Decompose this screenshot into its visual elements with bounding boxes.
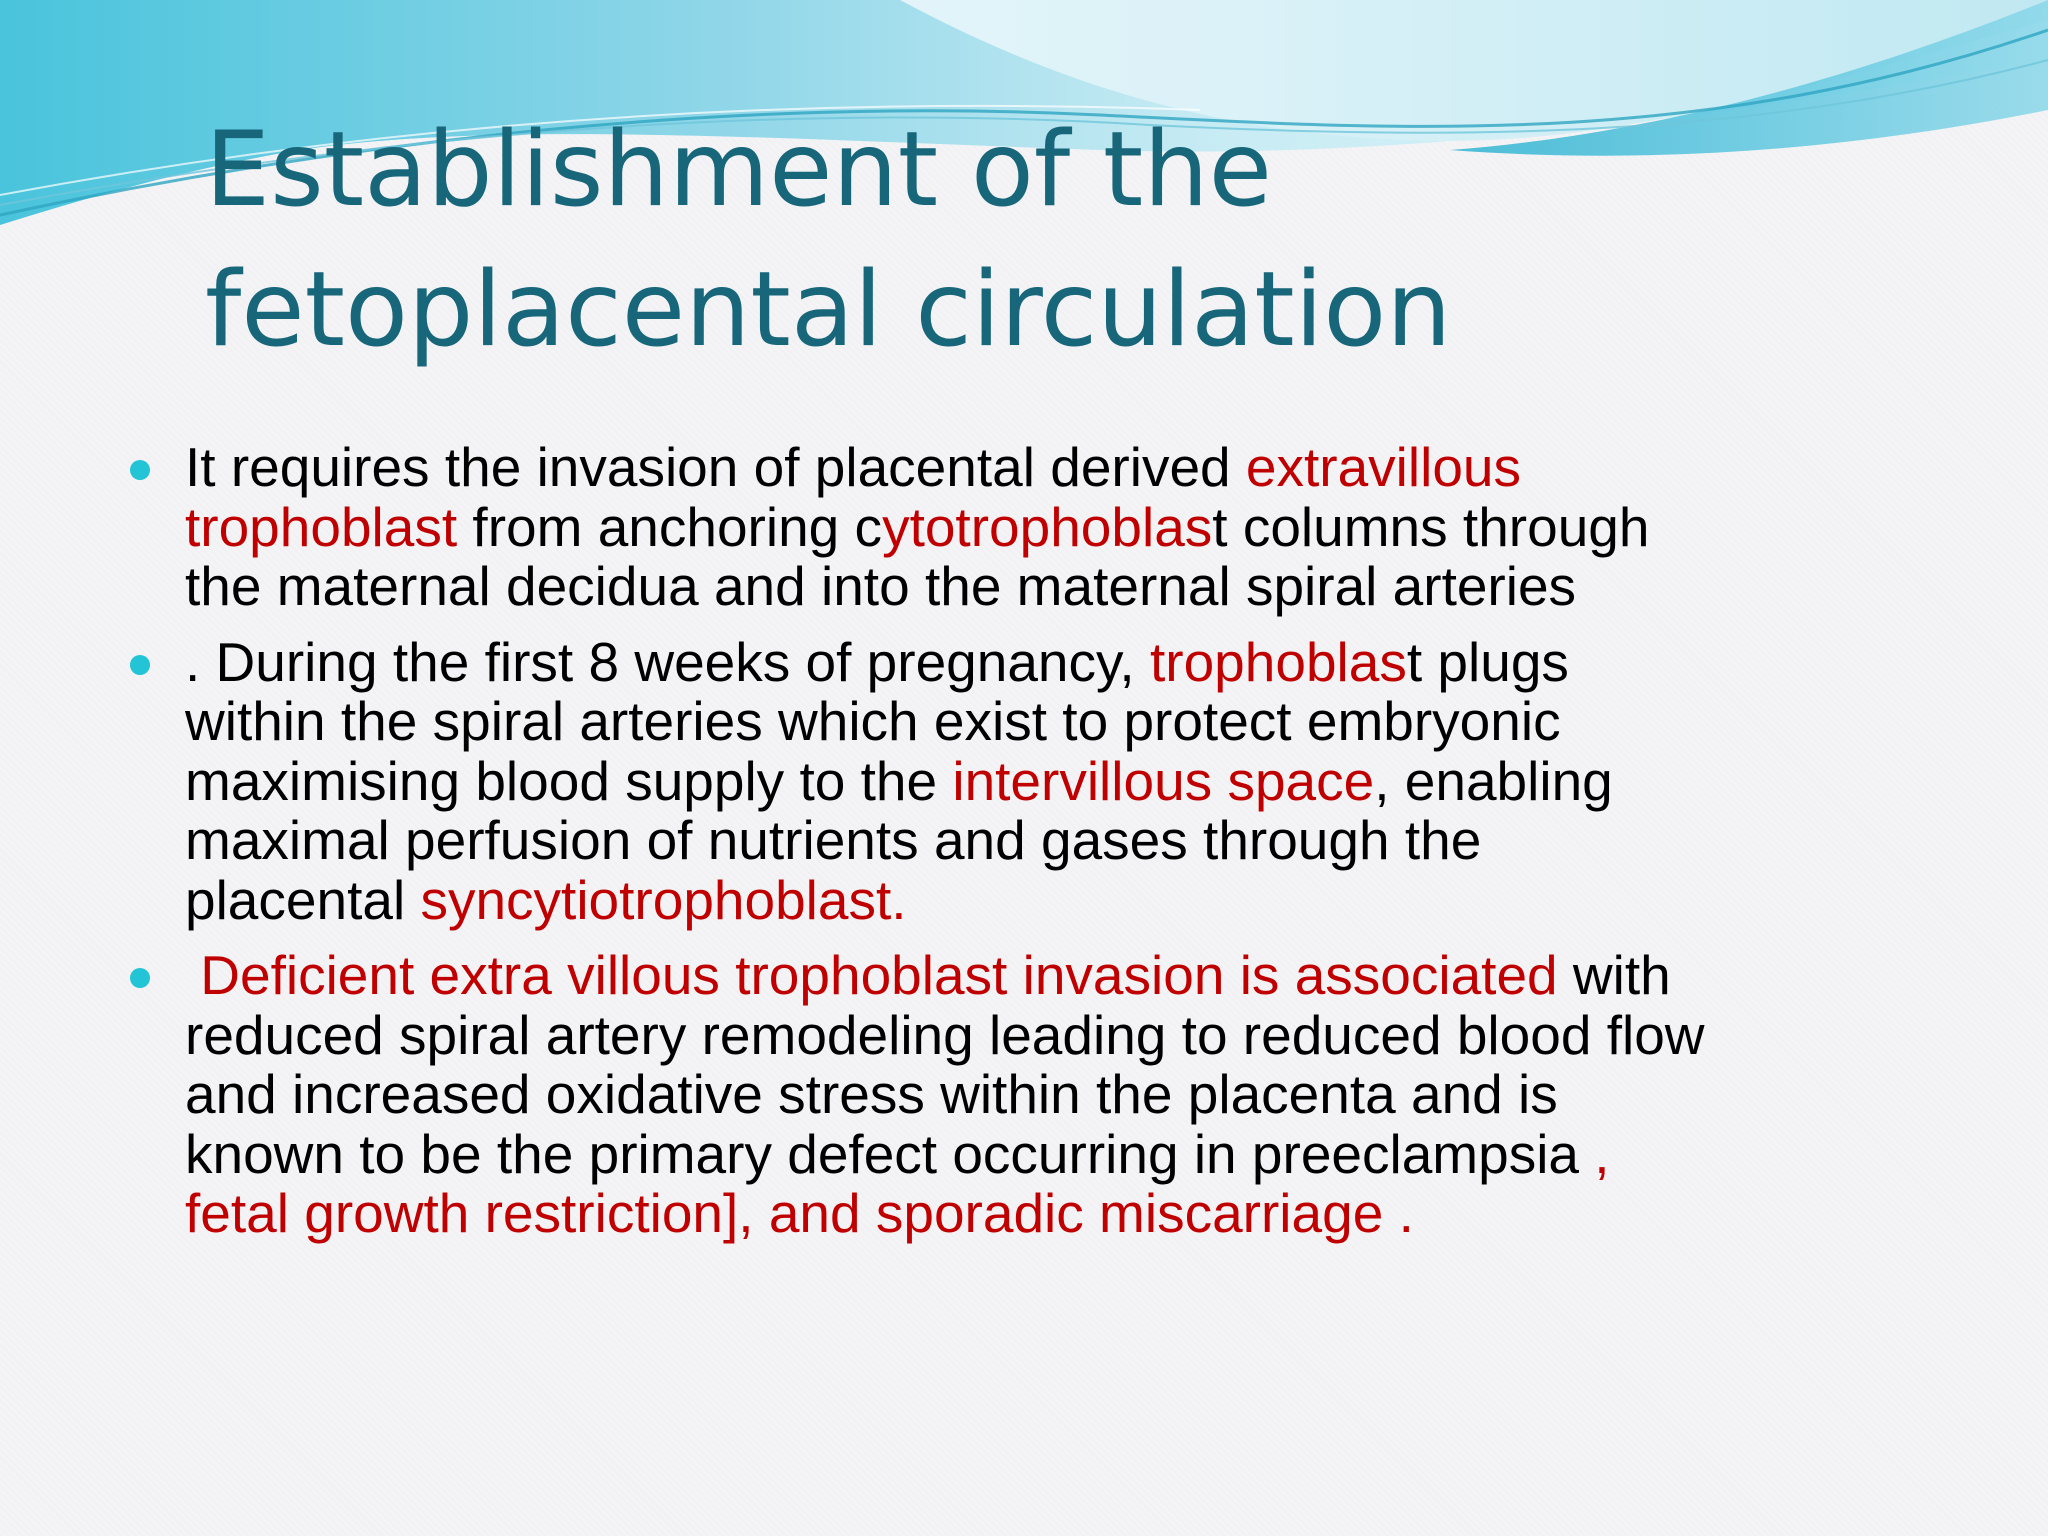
text-run: and increased oxidative stress within the placenta and is [185,1063,1558,1125]
bullet-1-line-2 [185,495,1930,558]
text-run: t columns through [1212,495,1650,558]
bullet-dot-icon [130,968,150,988]
bullet-2-line-5 [185,868,1930,931]
text-run: placental [185,868,421,931]
bullet-1-line-3 [185,557,1930,617]
bullet-item-1 [130,438,1930,617]
text-run: the maternal decidua and into the maternal spiral arteries [185,555,1577,617]
text-run: known to be the primary defect occurring in preeclampsia [185,1122,1595,1185]
bullet-dot-icon [130,460,150,480]
bullet-dot-icon [130,655,150,675]
text-run: . During the first 8 weeks of pregnancy, [185,630,1150,693]
text-run: It requires the invasion of placental derived [185,436,1246,498]
highlight-run: Deficient extra villous trophoblast invasion is associated [185,944,1558,1006]
highlight-run: trophoblast [185,495,458,558]
bullet-3-line-1 [185,946,1930,1006]
bullet-3-line-5 [185,1184,1930,1244]
highlight-run: fetal growth restriction], and sporadic miscarriage . [185,1182,1414,1244]
highlight-run: ytotrophoblas [882,495,1213,558]
bullet-2-line-1 [185,630,1930,693]
bullet-item-3 [130,946,1930,1244]
bullet-3-line-2 [185,1003,1930,1066]
text-run: , enabling [1374,749,1613,812]
bullet-2-line-2 [185,692,1930,752]
title-line-2: fetoplacental circulation [205,250,1452,370]
text-run: maximising blood supply to the [185,749,953,812]
bullet-list [130,438,1930,1260]
bullet-3-line-4 [185,1122,1930,1185]
highlight-run: , [1594,1122,1610,1185]
bullet-1-line-1 [185,438,1930,498]
highlight-run: extravillous [1245,436,1522,498]
text-run: from anchoring c [457,495,883,558]
slide-title [205,100,1905,380]
text-run: within the spiral arteries which exist to protect embryonic [185,690,1561,752]
highlight-run: trophoblas [1150,630,1407,693]
highlight-run: syncytiotrophoblast. [420,868,907,931]
text-run: maximal perfusion of nutrients and gases through the [185,809,1482,871]
bullet-2-line-3 [185,749,1930,812]
title-line-1: Establishment of the [205,110,1272,230]
highlight-run: intervillous space [952,749,1375,812]
text-run: with [1557,944,1671,1006]
bullet-item-2 [130,630,1930,931]
bullet-2-line-4 [185,811,1930,871]
bullet-3-line-3 [185,1065,1930,1125]
text-run: t plugs [1406,630,1569,693]
text-run: reduced spiral artery remodeling leading to reduced blood flow [185,1003,1705,1066]
